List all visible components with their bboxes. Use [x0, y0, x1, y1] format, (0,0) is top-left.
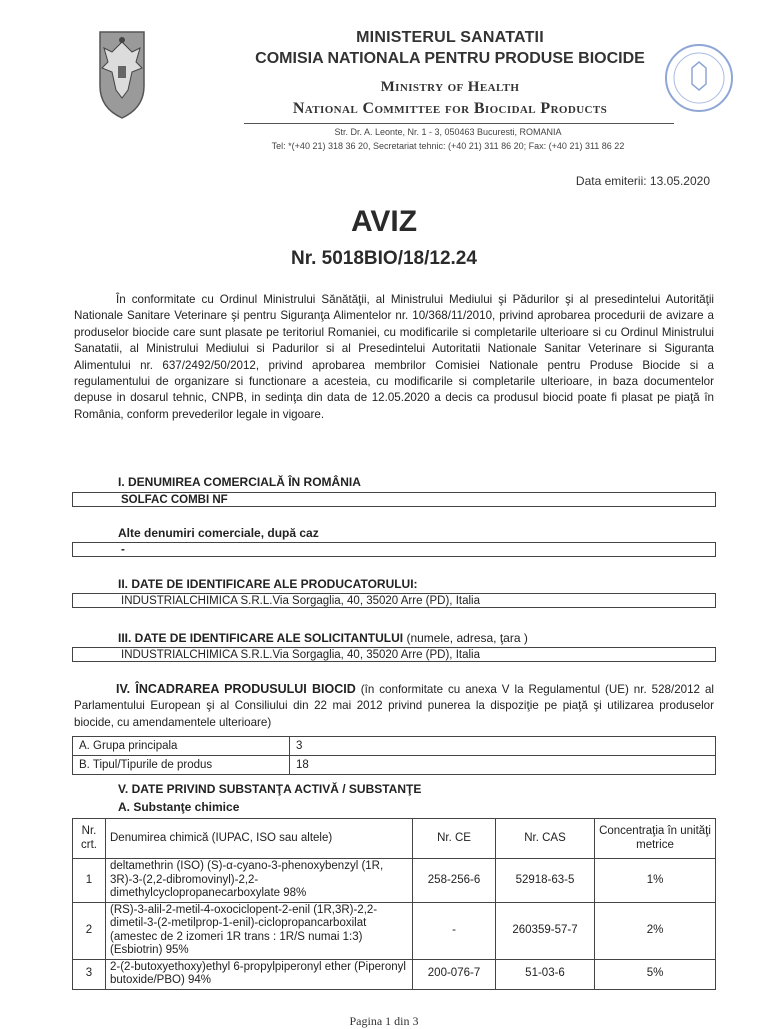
classification-table: [72, 736, 716, 775]
table-row: [73, 902, 716, 959]
section-2-heading: II. DATE DE IDENTIFICARE ALE PRODUCATORULUI:: [118, 577, 418, 591]
document-number: Nr. 5018BIO/18/12.24: [291, 248, 477, 269]
section-5-heading: V. DATE PRIVIND SUBSTANŢA ACTIVĂ / SUBSTANŢE: [118, 782, 422, 796]
cell-conc: 2%: [595, 902, 716, 959]
col-header-conc: Concentraţia în unităţi metrice: [595, 819, 716, 859]
col-header-name: Denumirea chimică (IUPAC, ISO sau altele): [106, 819, 413, 859]
committee-name-ro: COMISIA NATIONALA PENTRU PRODUSE BIOCIDE: [255, 50, 645, 67]
intro-paragraph: În conformitate cu Ordinul Ministrului Sănătăţii, al Ministrului Mediului şi Pădurilor şi al presedintelui Autorităţii Nationale Sanitare Veterinare şi pentru Siguranţa Alimentelor nr. 10/368/11/2010, privind aprobarea procedurii de avizare a produselor biocide care sunt plasate pe teritoriul Romaniei, cu modificarile si completarile ulterioare si cu Ordinul Ministrului Sanatatii, al Ministrului Mediului si Padurilor si al Presedintelui Autoritatii Nationale Sanitar Veterinare si Siguranta Alimentului nr. 637/2492/50/2012, privind aprobarea membrilor Comisiei Nationale pentru Produse Biocide si a regulamentului de organizare si functionare a acesteia, cu modificarile si completarile ulterioare, in baza documentelor depuse in dosarul tehnic, CNPB, in sedinţa din data de 12.05.2020 a decis ca produsul biocid poate fi plasat pe piaţă în România, conform prevederilor legale in vigoare.: [74, 293, 714, 421]
cell-name: deltamethrin (ISO) (S)-α-cyano-3-phenoxybenzyl (1R, 3R)-3-(2,2-dibromovinyl)-2,2-dimethylcyclopropanecarboxylate 98%: [106, 859, 413, 903]
ministry-name-en: Ministry of Health: [380, 79, 520, 95]
cell-name: 2-(2-butoxyethoxy)ethyl 6-propylpiperonyl ether (Piperonyl butoxide/PBO) 94%: [106, 959, 413, 989]
cell-nr: 2: [73, 902, 106, 959]
cell-cas: 260359-57-7: [496, 902, 595, 959]
cell-conc: 5%: [595, 959, 716, 989]
section-3-note: (numele, adresa, ţara ): [406, 631, 528, 645]
cell-ce: 258-256-6: [413, 859, 496, 903]
table-row: [73, 756, 716, 775]
product-type-label: B. Tipul/Tipurile de produs: [73, 756, 290, 775]
header-address: Str. Dr. A. Leonte, Nr. 1 - 3, 050463 Bucuresti, ROMANIA: [334, 127, 562, 137]
col-header-nr: Nr. crt.: [73, 819, 106, 859]
cell-cas: 51-03-6: [496, 959, 595, 989]
header-divider: [244, 123, 674, 124]
col-header-ce: Nr. CE: [413, 819, 496, 859]
ministry-name-ro: MINISTERUL SANATATII: [356, 29, 544, 46]
cell-nr: 1: [73, 859, 106, 903]
section-3-heading: [118, 631, 528, 645]
section-3-title: III. DATE DE IDENTIFICARE ALE SOLICITANTULUI: [118, 631, 404, 645]
alt-names-heading: Alte denumiri comerciale, după caz: [118, 526, 319, 540]
cell-name: (RS)-3-alil-2-metil-4-oxociclopent-2-enil (1R,3R)-2,2- dimetil-3-(2-metilprop-1-enil)-ciclopropancarboxilat (amestec de 2 izomeri 1R trans : 1R/S numai 1:3) (Esbiotrin) 95%: [106, 902, 413, 959]
col-header-cas: Nr. CAS: [496, 819, 595, 859]
document-title: AVIZ: [350, 205, 418, 238]
cell-ce: 200-076-7: [413, 959, 496, 989]
section-5-subheading: A. Substanţe chimice: [118, 800, 240, 814]
table-row: [73, 859, 716, 903]
table-header-row: [73, 819, 716, 859]
alt-names-field: -: [72, 542, 716, 557]
product-type-value: 18: [290, 756, 716, 775]
cell-ce: -: [413, 902, 496, 959]
table-row: [73, 959, 716, 989]
active-substances-table: [72, 818, 716, 990]
producer-field: INDUSTRIALCHIMICA S.R.L.Via Sorgaglia, 40, 35020 Arre (PD), Italia: [72, 593, 716, 608]
committee-name-en: National Committee for Biocidal Products: [292, 100, 608, 117]
cell-conc: 1%: [595, 859, 716, 903]
trade-name-field: SOLFAC COMBI NF: [72, 492, 716, 507]
group-value: 3: [290, 737, 716, 756]
page-footer: Pagina 1 din 3: [349, 1014, 419, 1028]
section-4-text: (în conformitate cu anexa V la Regulamentul (UE) nr. 528/2012 al Parlamentului European şi al Consiliului din 22 mai 2012 privind punerea la dispoziţie pe piaţă şi utilizarea produselor biocide, cu amendamentele ulterioare): [74, 683, 714, 729]
issue-date: Data emiterii: 13.05.2020: [575, 174, 710, 188]
applicant-field: INDUSTRIALCHIMICA S.R.L.Via Sorgaglia, 40, 35020 Arre (PD), Italia: [72, 647, 716, 662]
table-row: [73, 737, 716, 756]
section-4-paragraph: [74, 681, 714, 731]
section-1-heading: I. DENUMIREA COMERCIALĂ ÎN ROMÂNIA: [118, 475, 361, 489]
group-label: A. Grupa principala: [73, 737, 290, 756]
header-phones: Tel: *(+40 21) 318 36 20, Secretariat tehnic: (+40 21) 311 86 20; Fax: (+40 21) 311 86 22: [271, 141, 625, 151]
section-4-heading: IV. ÎNCADRAREA PRODUSULUI BIOCID: [116, 682, 356, 696]
cell-cas: 52918-63-5: [496, 859, 595, 903]
cell-nr: 3: [73, 959, 106, 989]
